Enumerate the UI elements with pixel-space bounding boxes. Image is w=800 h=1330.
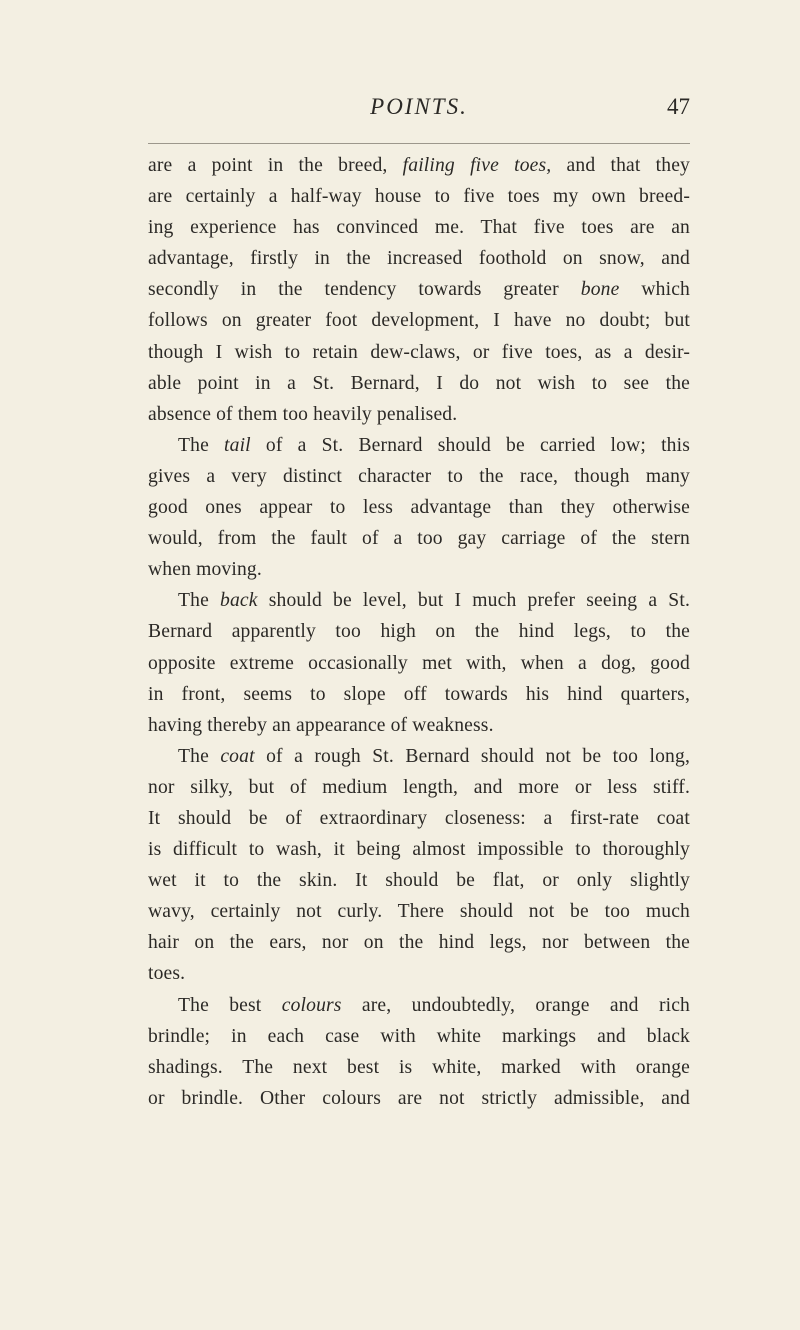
text-line	[148, 803, 690, 834]
text-line	[148, 243, 690, 274]
text-line	[148, 150, 690, 181]
text-line	[148, 1021, 690, 1052]
text-segment: or brindle. Other colours are not strictly admissible, and	[148, 1087, 690, 1109]
text-segment: when moving.	[148, 559, 262, 581]
text-segment: should be level, but I much prefer seeing a St.	[257, 590, 690, 612]
text-line	[148, 305, 690, 336]
text-line	[148, 399, 690, 430]
text-line	[148, 212, 690, 243]
italic-term: coat	[220, 745, 255, 767]
header-rule	[148, 143, 690, 144]
text-segment: good ones appear to less advantage than they otherwise	[148, 497, 690, 519]
text-line	[148, 648, 690, 679]
text-line	[148, 461, 690, 492]
text-segment: in front, seems to slope off towards his hind quarters,	[148, 683, 690, 705]
text-line	[148, 492, 690, 523]
text-segment: brindle; in each case with white markings and black	[148, 1025, 690, 1047]
text-segment: though I wish to retain dew-claws, or five toes, as a desir-	[148, 341, 690, 363]
text-segment: shadings. The next best is white, marked with orange	[148, 1056, 690, 1078]
text-line	[148, 679, 690, 710]
text-line	[148, 741, 690, 772]
text-segment: secondly in the tendency towards greater	[148, 279, 581, 301]
text-line	[148, 896, 690, 927]
text-segment: are certainly a half-way house to five toes my own breed-	[148, 186, 690, 208]
text-segment: It should be of extraordinary closeness: a first-rate coat	[148, 807, 690, 829]
text-segment: would, from the fault of a too gay carriage of the stern	[148, 528, 690, 550]
italic-term: failing five toes,	[402, 155, 552, 176]
running-title: POINTS.	[370, 94, 468, 119]
text-segment: The	[178, 745, 221, 767]
page-number: 47	[667, 94, 690, 119]
italic-term: colours	[281, 994, 342, 1016]
text-segment: which	[619, 279, 690, 301]
text-line	[148, 927, 690, 958]
text-segment: of a rough St. Bernard should not be too long,	[254, 745, 690, 767]
body-text	[148, 150, 690, 1114]
text-segment: ing experience has convinced me. That five toes are an	[148, 217, 690, 239]
text-segment: are a point in the breed,	[148, 155, 403, 176]
text-line	[148, 958, 690, 989]
text-line	[148, 710, 690, 741]
text-line	[148, 368, 690, 399]
text-segment: gives a very distinct character to the race, though many	[148, 465, 690, 487]
text-segment: opposite extreme occasionally met with, when a dog, good	[148, 652, 690, 674]
text-segment: nor silky, but of medium length, and more or less stiff.	[148, 776, 690, 798]
text-line	[148, 274, 690, 305]
text-line	[148, 990, 690, 1021]
text-segment: hair on the ears, nor on the hind legs, nor between the	[148, 932, 690, 954]
text-segment: is difficult to wash, it being almost impossible to thoroughly	[148, 839, 690, 861]
italic-term: tail	[224, 434, 251, 456]
text-line	[148, 523, 690, 554]
text-segment: able point in a St. Bernard, I do not wish to see the	[148, 372, 690, 394]
page-header	[148, 94, 690, 134]
text-segment: wavy, certainly not curly. There should not be too much	[148, 901, 690, 923]
text-segment: having thereby an appearance of weakness.	[148, 714, 494, 736]
text-line	[148, 585, 690, 616]
text-line	[148, 834, 690, 865]
text-line	[148, 1052, 690, 1083]
text-line	[148, 865, 690, 896]
text-segment: wet it to the skin. It should be flat, or only slightly	[148, 870, 690, 892]
text-segment: Bernard apparently too high on the hind legs, to the	[148, 621, 690, 643]
text-segment: and that they	[551, 155, 690, 176]
text-segment: follows on greater foot development, I have no doubt; but	[148, 310, 690, 332]
text-segment: advantage, firstly in the increased foothold on snow, and	[148, 248, 690, 270]
text-line	[148, 1083, 690, 1114]
italic-term: bone	[580, 279, 620, 301]
text-segment: are, undoubtedly, orange and rich	[341, 994, 691, 1016]
text-segment: of a St. Bernard should be carried low; this	[250, 434, 690, 456]
text-segment: toes.	[148, 963, 186, 985]
text-line	[148, 337, 690, 368]
text-segment: The	[178, 434, 225, 456]
text-segment: The	[178, 590, 221, 612]
text-line	[148, 430, 690, 461]
text-line	[148, 181, 690, 212]
text-line	[148, 554, 690, 585]
text-line	[148, 616, 690, 647]
text-segment: The best	[178, 994, 282, 1016]
text-segment: absence of them too heavily penalised.	[148, 403, 458, 425]
text-line	[148, 772, 690, 803]
italic-term: back	[220, 590, 258, 612]
